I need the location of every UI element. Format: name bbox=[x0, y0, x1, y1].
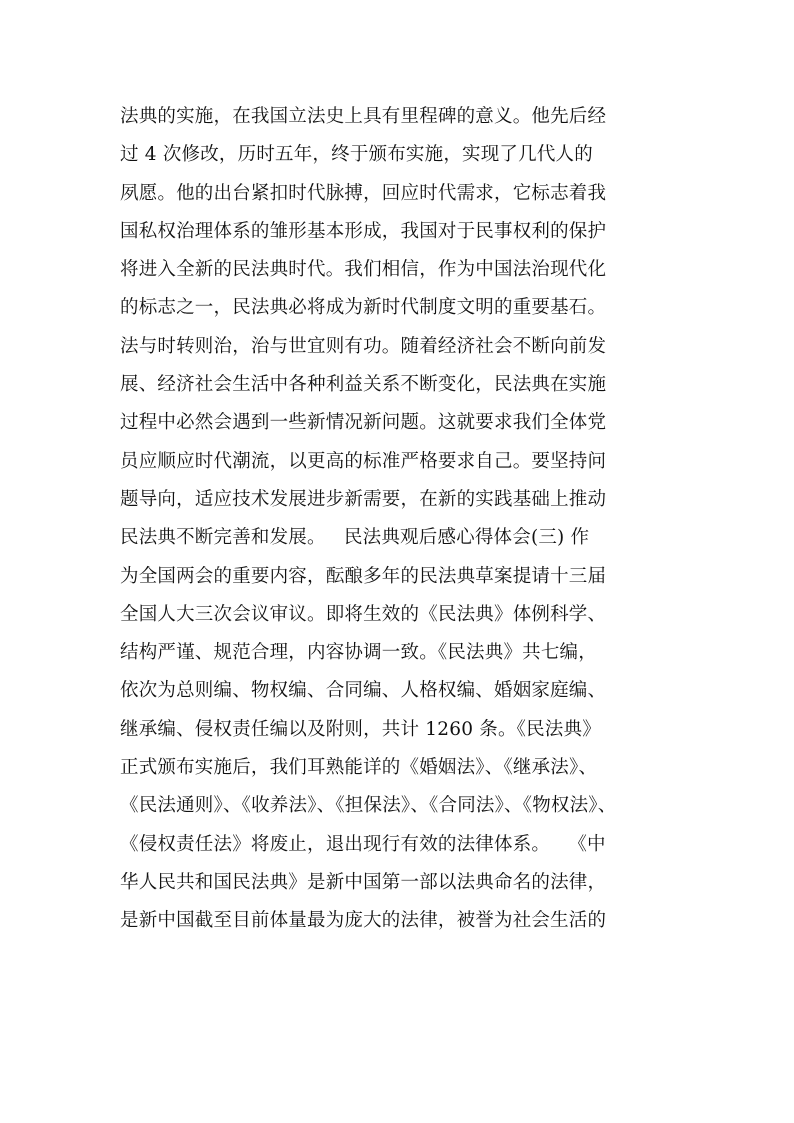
text-line: 夙愿。他的出台紧扣时代脉搏，回应时代需求，它标志着我 bbox=[120, 182, 607, 204]
text-line: 结构严谨、规范合理，内容协调一致。《民法典》共七编， bbox=[120, 642, 597, 664]
text-line: 展、经济社会生活中各种利益关系不断变化，民法典在实施 bbox=[120, 374, 607, 396]
text-line: 民法典不断完善和发展。 民法典观后感心得体会(三) 作 bbox=[120, 527, 590, 549]
text-line: 题导向，适应技术发展进步新需要，在新的实践基础上推动 bbox=[120, 488, 607, 510]
text-line: 正式颁布实施后，我们耳熟能详的《婚姻法》、《继承法》、 bbox=[120, 757, 598, 779]
text-line: 依次为总则编、物权编、合同编、人格权编、婚姻家庭编、 bbox=[120, 680, 607, 702]
text-line: 的标志之一，民法典必将成为新时代制度文明的重要基石。 bbox=[120, 297, 607, 319]
text-line: 继承编、侵权责任编以及附则，共计 1260 条。《民法典》 bbox=[120, 718, 601, 740]
text-line: 国私权治理体系的雏形基本形成，我国对于民事权利的保护 bbox=[120, 220, 607, 242]
text-line: 全国人大三次会议审议。即将生效的《民法典》体例科学、 bbox=[120, 603, 607, 625]
text-line: 《侵权责任法》将废止，退出现行有效的法律体系。 《中 bbox=[120, 833, 606, 855]
text-line: 法与时转则治，治与世宜则有功。随着经济社会不断向前发 bbox=[120, 335, 607, 357]
text-line: 为全国两会的重要内容，酝酿多年的民法典草案提请十三届 bbox=[120, 565, 607, 587]
body-text bbox=[120, 98, 720, 941]
text-line: 《民法通则》、《收养法》、《担保法》、《合同法》、《物权法》、 bbox=[120, 795, 617, 817]
text-line: 将进入全新的民法典时代。我们相信，作为中国法治现代化 bbox=[120, 259, 607, 281]
text-line: 员应顺应时代潮流，以更高的标准严格要求自己。要坚持问 bbox=[120, 450, 607, 472]
text-line: 法典的实施，在我国立法史上具有里程碑的意义。他先后经 bbox=[120, 106, 607, 127]
text-line: 是新中国截至目前体量最为庞大的法律，被誉为社会生活的 bbox=[120, 910, 607, 932]
text-line: 过程中必然会遇到一些新情况新问题。这就要求我们全体党 bbox=[120, 412, 607, 434]
text-line: 过 4 次修改，历时五年，终于颁布实施，实现了几代人的 bbox=[120, 144, 593, 166]
text-line: 华人民共和国民法典》是新中国第一部以法典命名的法律， bbox=[120, 871, 607, 893]
